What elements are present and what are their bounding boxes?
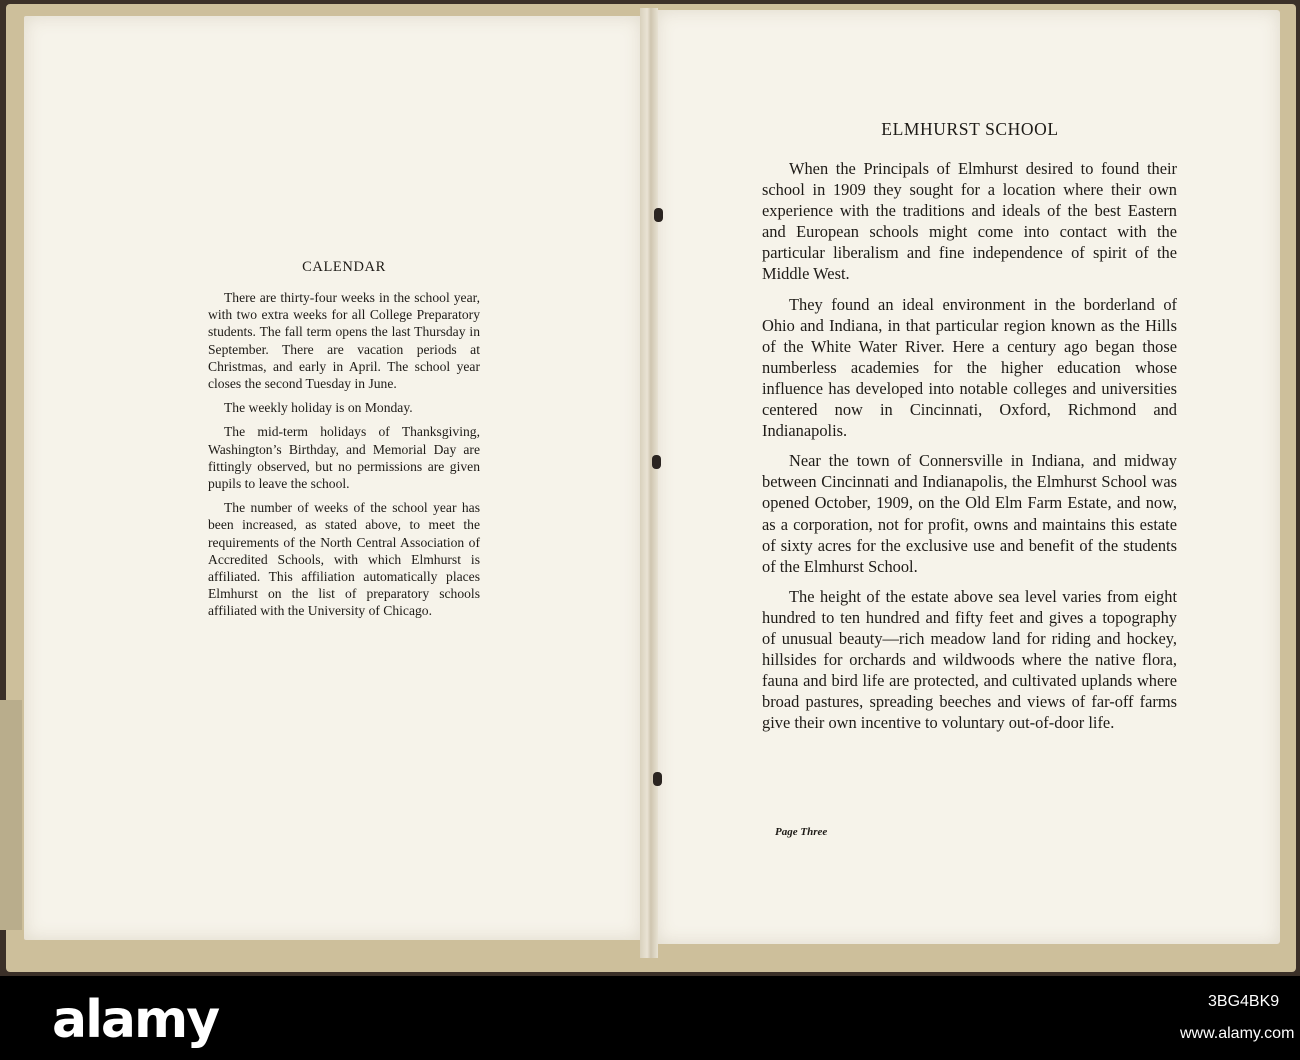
school-heading: ELMHURST SCHOOL [881,119,1059,139]
calendar-heading: CALENDAR [302,259,386,275]
calendar-paragraph: The mid-term holidays of Thanksgiving, Washington’s Birthday, and Memorial Day are fittingly observed, but no permissions are given pupils to leave the school. [208,424,480,492]
school-text [762,158,1177,742]
binding-stitch [654,208,663,222]
book-gutter [640,8,658,958]
image-id: 3BG4BK9 [1208,993,1280,1010]
school-paragraph: The height of the estate above sea level varies from eight hundred to ten hundred and fifty feet and gives a topography of unusual beauty—rich meadow land for riding and hockey, hillsides for orchards and wildwoods where the native flora, fauna and bird life are protected, and cultivated uplands where broad pastures, spreading beeches and views of far-off farms give their own incentive to voluntary out-of-door life. [762,586,1177,733]
stock-url: www.alamy.com [1180,1025,1295,1042]
binding-stitch [653,772,662,786]
calendar-text [208,289,480,627]
calendar-paragraph: The number of weeks of the school year has been increased, as stated above, to meet the requirements of the North Central Association of Accredited Schools, with which Elmhurst is affiliated. This affiliation automatically places Elmhurst on the list of preparatory schools affiliated with the University of Chicago. [208,500,480,619]
cover-edge [0,700,22,930]
calendar-paragraph: There are thirty-four weeks in the school year, with two extra weeks for all College Preparatory students. The fall term opens the last Thursday in September. There are vacation periods at Christmas, and early in April. The school year closes the second Tuesday in June. [208,290,480,392]
binding-stitch [652,455,661,469]
school-paragraph: Near the town of Connersville in Indiana, and midway between Cincinnati and Indianapolis, the Elmhurst School was opened October, 1909, on the Old Elm Farm Estate, and now, as a corporation, not for profit, owns and maintains this estate of sixty acres for the exclusive use and benefit of the students of the Elmhurst School. [762,451,1177,576]
calendar-paragraph: The weekly holiday is on Monday. [224,400,413,416]
school-paragraph: They found an ideal environment in the borderland of Ohio and Indiana, in that particular region known as the Hills of the White Water River. Here a century ago began those numberless academies for the higher education whose influence has developed into notable colleges and universities centered now in Cincinnati, Oxford, Richmond and Indianapolis. [762,294,1177,441]
page-number: Page Three [775,826,828,838]
alamy-logo: alamy [52,990,219,1050]
school-paragraph: When the Principals of Elmhurst desired to found their school in 1909 they sought for a location where their own experience with the traditions and ideals of the best Eastern and European schools might come into contact with the particular liberalism and fine independence of spirit of the Middle West. [762,159,1177,284]
